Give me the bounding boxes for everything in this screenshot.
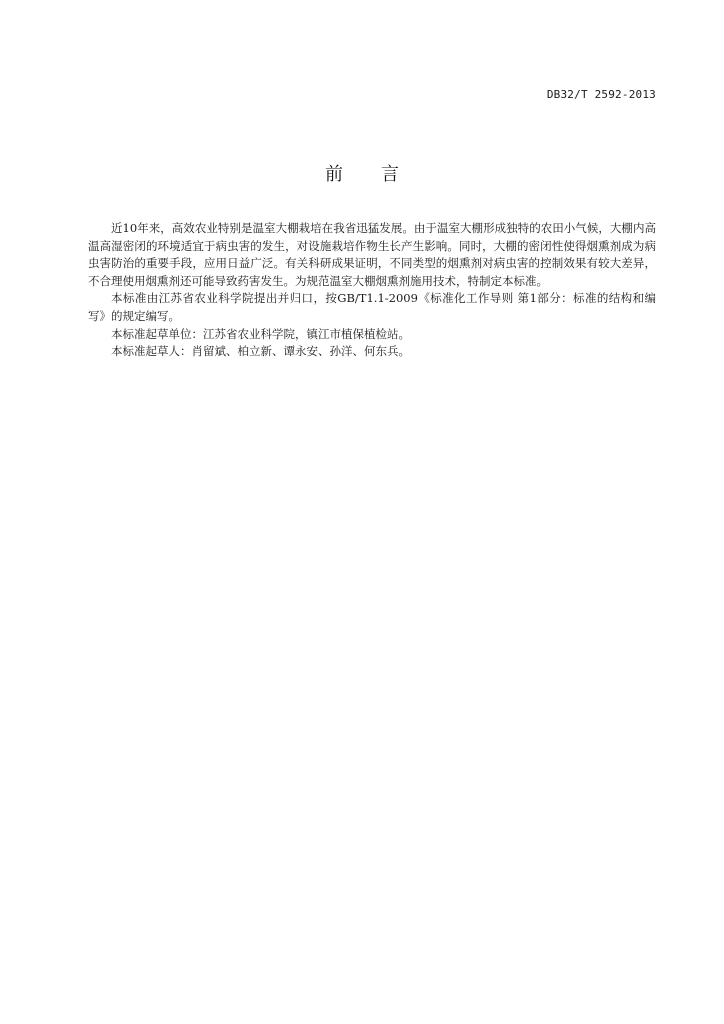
page-title: 前言 <box>325 164 437 185</box>
paragraph-proposer: 本标准由江苏省农业科学院提出并归口，按GB/T1.1-2009《标准化工作导则 第1部分：标准的结构和编写》的规定编写。 <box>88 291 656 323</box>
paragraph-background: 近10年来，高效农业特别是温室大棚栽培在我省迅猛发展。由于温室大棚形成独特的农田小气候，大棚内高温高湿密闭的环境适宜于病虫害的发生，对设施栽培作物生长产生影响。同时，大棚的密闭性使得烟熏剂成为病虫害防治的重要手段，应用日益广泛。有关科研成果证明，不同类型的烟熏剂对病虫害的控制效果有较大差异，不合理使用烟熏剂还可能导致药害发生。为规范温室大棚烟熏剂施用技术，特制定本标准。 <box>88 221 656 288</box>
paragraph-drafters: 本标准起草人：肖留斌、柏立新、谭永安、孙洋、何东兵。 <box>111 344 410 359</box>
standard-code: DB32/T 2592-2013 <box>546 88 656 101</box>
paragraph-drafting-units: 本标准起草单位：江苏省农业科学院，镇江市植保植检站。 <box>111 326 410 341</box>
foreword-body <box>88 220 656 361</box>
